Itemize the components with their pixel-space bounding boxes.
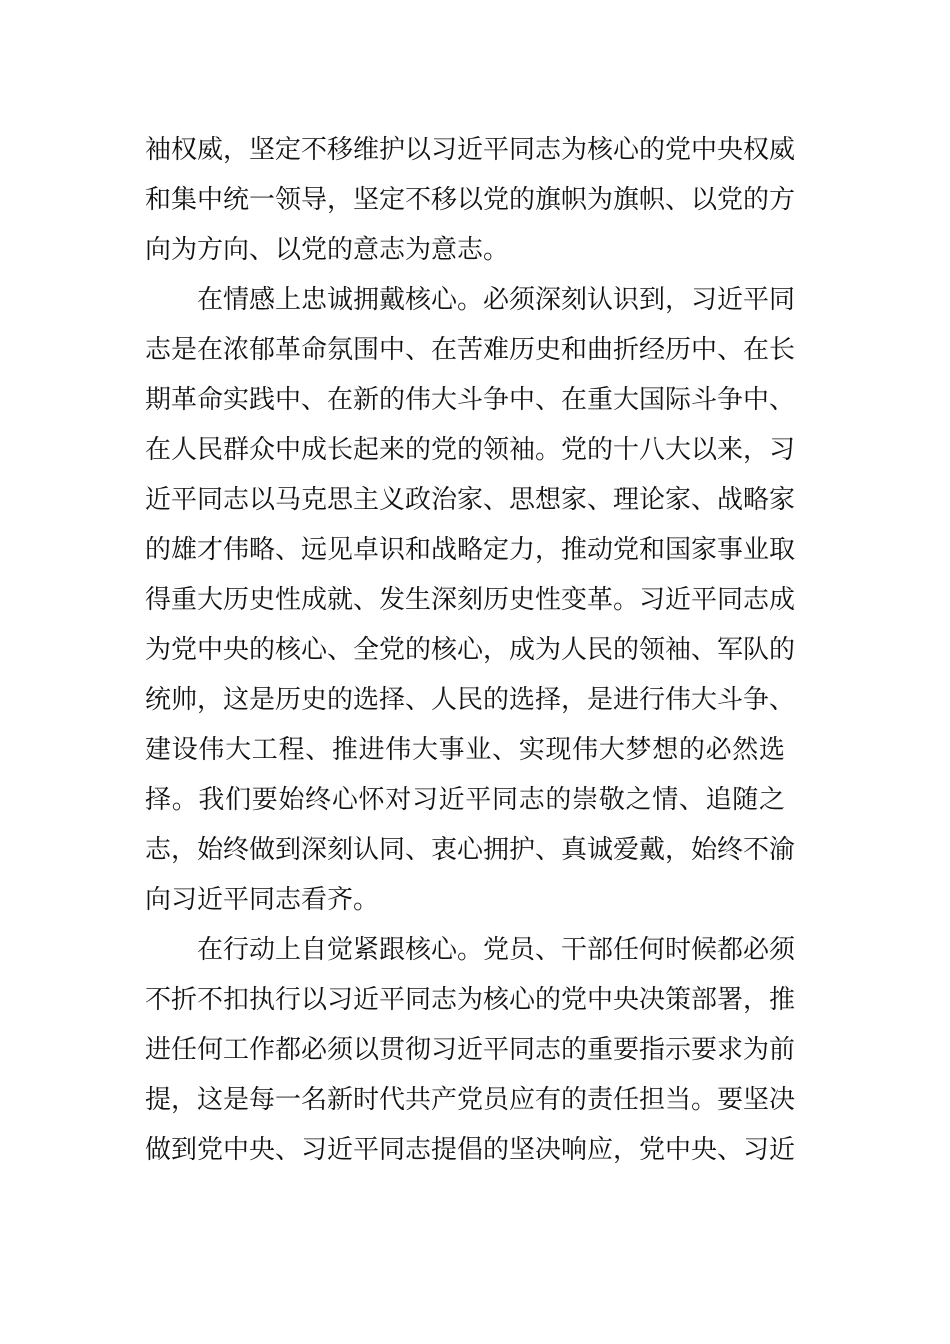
- text-line: 得重大历史性成就、发生深刻历史性变革。习近平同志成: [145, 585, 796, 615]
- text-line: 进任何工作都必须以贯彻习近平同志的重要指示要求为前: [145, 1035, 796, 1065]
- text-line: 择。我们要始终心怀对习近平同志的崇敬之情、追随之: [145, 785, 785, 815]
- text-line: 建设伟大工程、推进伟大事业、实现伟大梦想的必然选: [145, 735, 785, 765]
- text-line: 做到党中央、习近平同志提倡的坚决响应，党中央、习近: [145, 1135, 796, 1165]
- text-line: 在情感上忠诚拥戴核心。必须深刻认识到，习近平同: [197, 285, 796, 315]
- text-line: 期革命实践中、在新的伟大斗争中、在重大国际斗争中、: [145, 385, 796, 415]
- text-line: 志是在浓郁革命氛围中、在苦难历史和曲折经历中、在长: [145, 335, 796, 365]
- paragraph-emotional-support: [145, 275, 796, 925]
- text-line: 袖权威，坚定不移维护以习近平同志为核心的党中央权威: [145, 135, 796, 165]
- text-line: 在行动上自觉紧跟核心。党员、干部任何时候都必须: [197, 935, 796, 965]
- text-line: 的雄才伟略、远见卓识和战略定力，推动党和国家事业取: [145, 535, 796, 565]
- paragraph-continuation: [145, 125, 796, 275]
- text-line: 为党中央的核心、全党的核心，成为人民的领袖、军队的: [145, 635, 796, 665]
- text-line: 向为方向、以党的意志为意志。: [145, 235, 510, 265]
- document-body: [145, 125, 796, 1175]
- text-line: 志，始终做到深刻认同、衷心拥护、真诚爱戴，始终不渝: [145, 835, 796, 865]
- text-line: 向习近平同志看齐。: [145, 885, 380, 915]
- text-line: 不折不扣执行以习近平同志为核心的党中央决策部署，推: [145, 985, 796, 1015]
- text-line: 统帅，这是历史的选择、人民的选择，是进行伟大斗争、: [145, 685, 796, 715]
- text-line: 提，这是每一名新时代共产党员应有的责任担当。要坚决: [145, 1085, 796, 1115]
- text-line: 和集中统一领导，坚定不移以党的旗帜为旗帜、以党的方: [145, 185, 796, 215]
- text-line: 近平同志以马克思主义政治家、思想家、理论家、战略家: [145, 485, 796, 515]
- text-line: 在人民群众中成长起来的党的领袖。党的十八大以来，习: [145, 435, 796, 465]
- paragraph-action-follow: [145, 925, 796, 1175]
